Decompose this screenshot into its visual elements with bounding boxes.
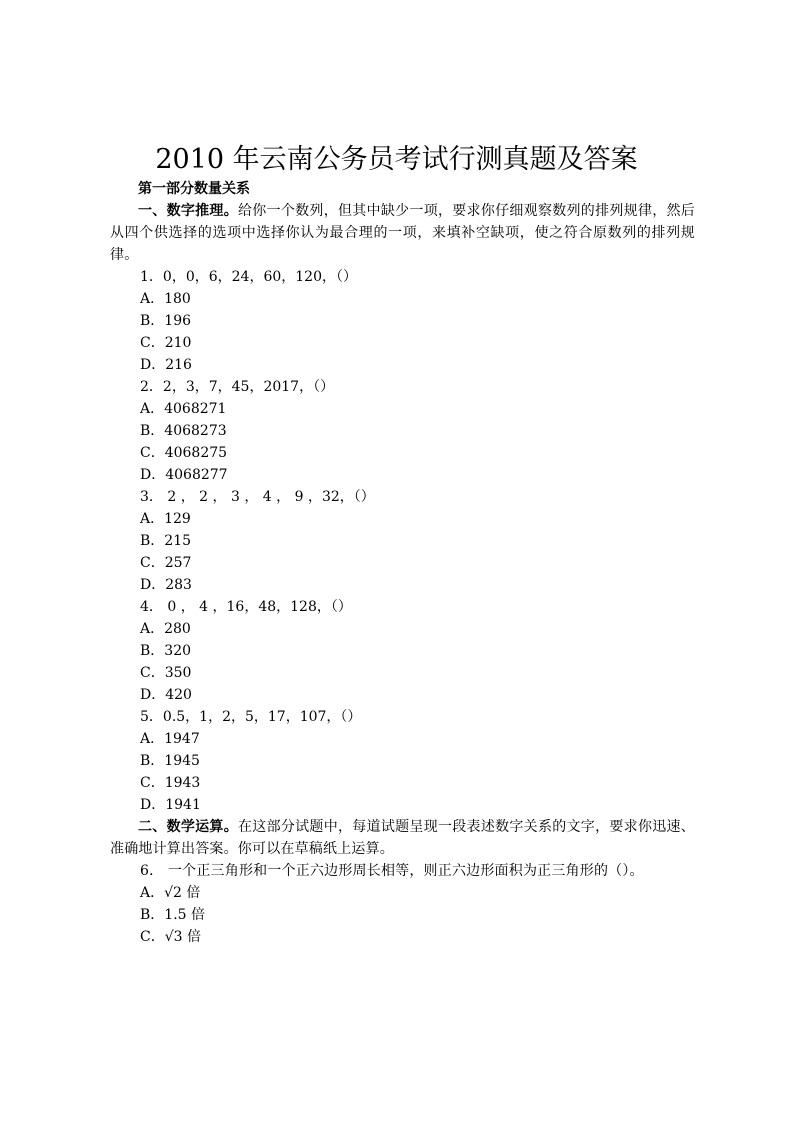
- question-2-option-b: B．4068273: [140, 423, 227, 439]
- question-6-option-a: A．√2 倍: [140, 885, 201, 901]
- question-6-option-c: C．√3 倍: [140, 929, 201, 945]
- question-3-option-b: B．215: [140, 533, 192, 549]
- question-2-option-a: A．4068271: [140, 401, 227, 417]
- section-2-paragraph: [110, 816, 695, 860]
- question-5-option-a: A．1947: [140, 731, 200, 747]
- question-2-stem: 2．2，3，7，45，2017，（）: [140, 379, 335, 395]
- question-3-option-c: C．257: [140, 555, 192, 571]
- question-6-option-b: B．1.5 倍: [140, 907, 206, 923]
- question-3-stem: 3． 2 ， 2 ， 3 ， 4 ， 9 ，32，（）: [140, 489, 375, 505]
- question-1-option-a: A．180: [140, 291, 191, 307]
- document-title: 2010 年云南公务员考试行测真题及答案: [155, 144, 638, 175]
- question-2-option-c: C．4068275: [140, 445, 228, 461]
- section-1-text: 给你一个数列，但其中缺少一项，要求你仔细观察数列的排列规律，然后从四个供选择的选项中选择你认为最合理的一项，来填补空缺项，使之符合原数列的排列规律。: [110, 203, 695, 263]
- part-heading: 第一部分数量关系: [138, 181, 250, 197]
- question-2-option-d: D．4068277: [140, 467, 228, 483]
- section-1-paragraph: [110, 200, 695, 266]
- section-1-label: 一、数字推理。: [138, 203, 238, 219]
- question-4-option-c: C．350: [140, 665, 192, 681]
- question-4-option-d: D．420: [140, 687, 192, 703]
- section-2-label: 二、数学运算。: [138, 819, 238, 835]
- question-1-option-c: C．210: [140, 335, 192, 351]
- question-3-option-a: A．129: [140, 511, 191, 527]
- question-6-stem: 6． 一个正三角形和一个正六边形周长相等，则正六边形面积为正三角形的（）。: [140, 863, 644, 879]
- question-4-option-a: A．280: [140, 621, 191, 637]
- document-body: [110, 178, 695, 948]
- question-3-option-d: D．283: [140, 577, 192, 593]
- question-1-option-d: D．216: [140, 357, 192, 373]
- question-1-stem: 1．0，0，6，24，60，120，（）: [140, 269, 357, 285]
- question-4-stem: 4． 0 ， 4 ，16，48，128，（）: [140, 599, 352, 615]
- question-4-option-b: B．320: [140, 643, 192, 659]
- section-2-text: 在这部分试题中，每道试题呈现一段表述数字关系的文字，要求你迅速、准确地计算出答案。你可以在草稿纸上运算。: [110, 819, 695, 857]
- question-5-stem: 5．0.5，1，2，5，17，107，（）: [140, 709, 362, 725]
- question-5-option-c: C．1943: [140, 775, 201, 791]
- question-5-option-b: B．1945: [140, 753, 200, 769]
- question-5-option-d: D．1941: [140, 797, 201, 813]
- question-1-option-b: B．196: [140, 313, 192, 329]
